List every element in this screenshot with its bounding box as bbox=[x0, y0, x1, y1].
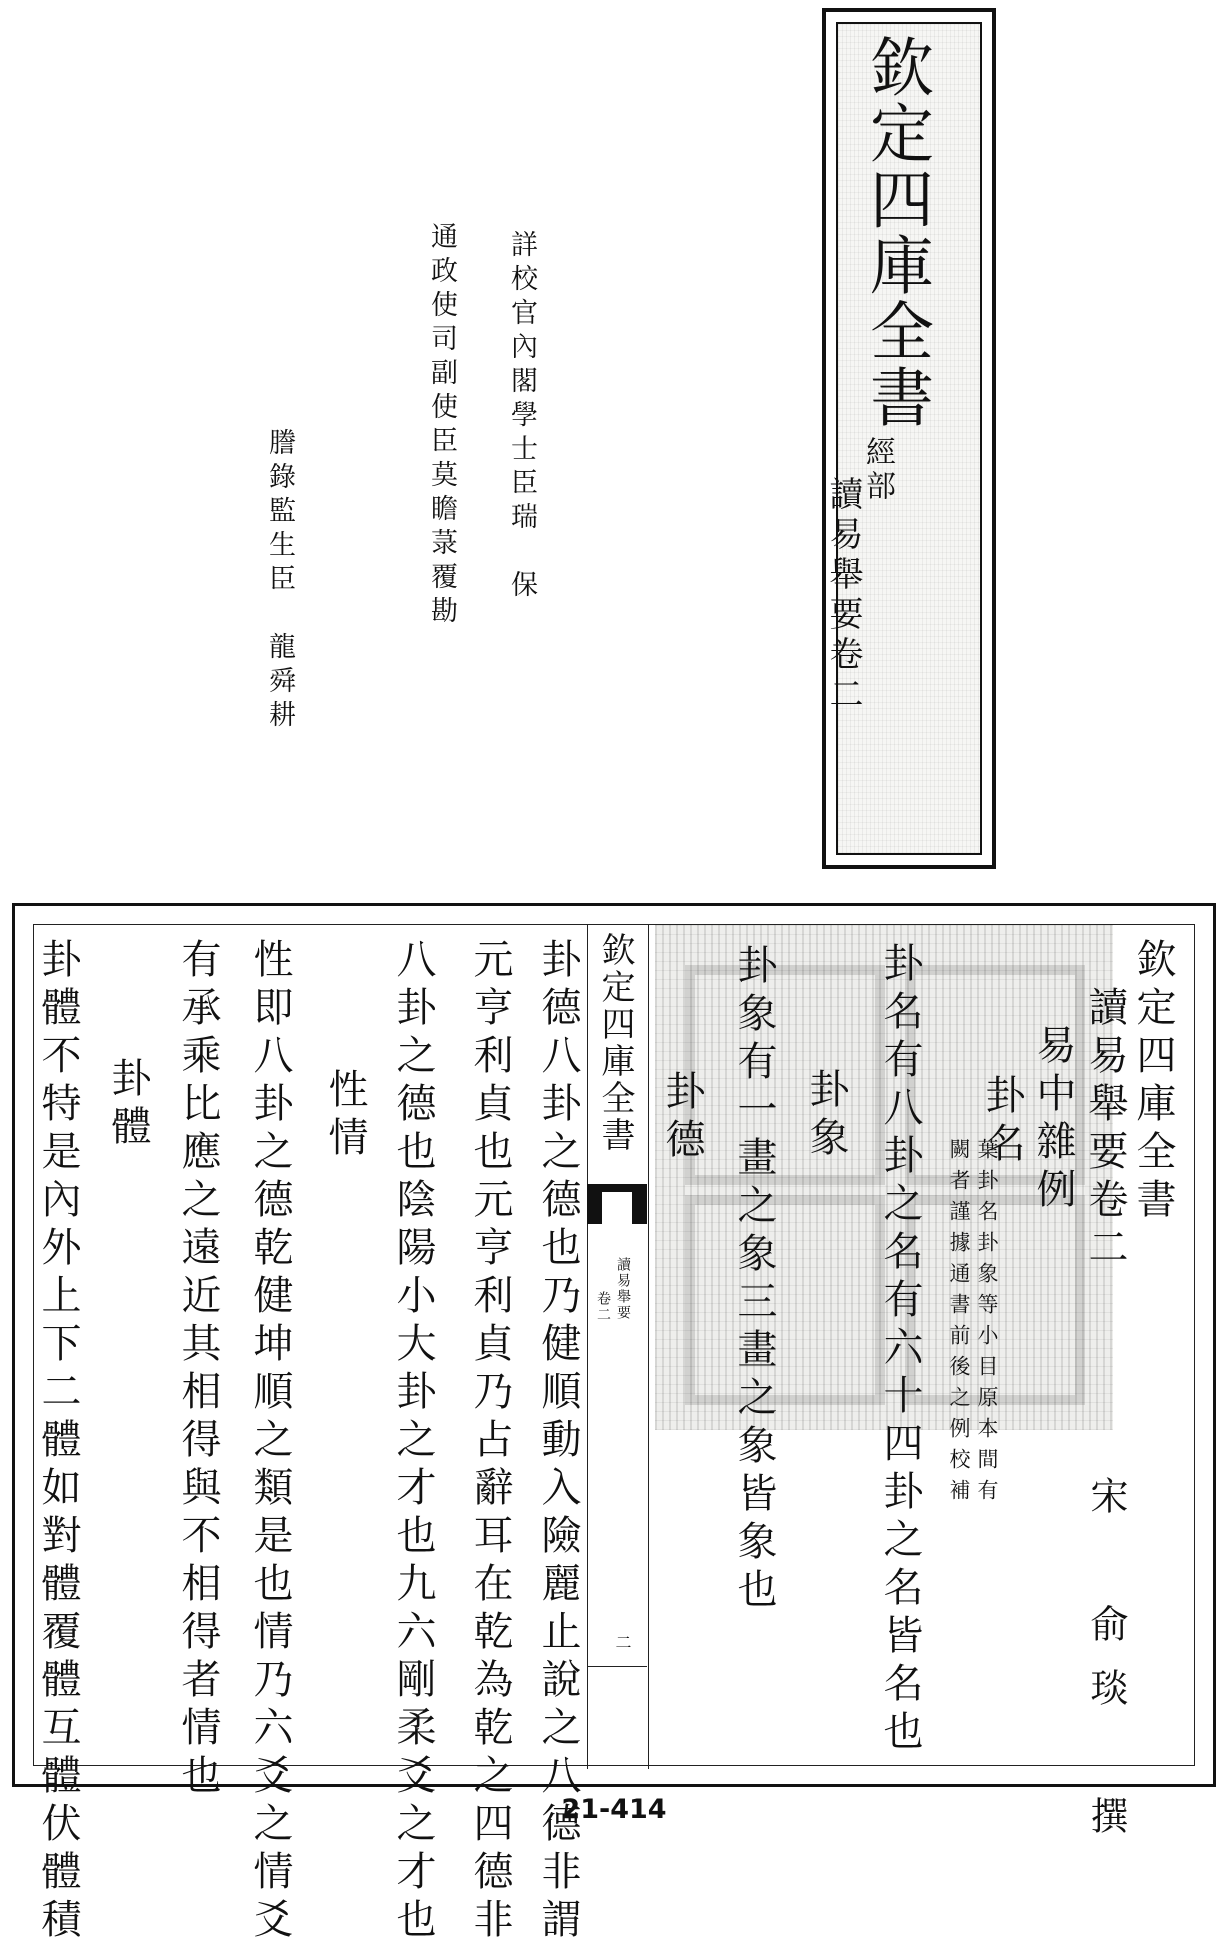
officer-line-reviewer: 通政使司副使臣莫瞻菉覆勘 bbox=[426, 222, 457, 630]
gutter-page-number: 二 bbox=[613, 1634, 632, 1650]
page-header: 欽定四庫全書 bbox=[1130, 938, 1176, 1226]
subheading-gua-xiang: 卦象 bbox=[803, 1068, 849, 1164]
officer-line-copyist: 謄錄監生臣 龍舜耕 bbox=[264, 428, 295, 734]
text-column: 八卦之德也陰陽小大卦之才也九六剛柔爻之才也 bbox=[390, 938, 436, 1946]
gutter-volume: 卷二 bbox=[595, 1291, 611, 1323]
officer-line-proofreader: 詳校官內閣學士臣瑞 保 bbox=[506, 230, 537, 604]
editorial-note-line2: 闕者謹據通書前後之例校補 bbox=[947, 1138, 971, 1510]
cover-title: 欽定四庫全書 bbox=[859, 34, 933, 430]
text-column: 性即八卦之德乾健坤順之類是也情乃六爻之情爻 bbox=[247, 938, 293, 1946]
subheading-gua-de: 卦德 bbox=[659, 1070, 705, 1166]
text-column: 卦體不特是內外上下二體如對體覆體互體伏體積 bbox=[35, 938, 81, 1946]
text-column: 卦德八卦之德也乃健順動入險麗止說之八德非謂 bbox=[535, 938, 581, 1946]
seal-border-block bbox=[685, 1195, 885, 1405]
section-heading: 易中雜例 bbox=[1030, 1024, 1076, 1216]
gutter-rule bbox=[587, 1666, 647, 1667]
fish-tail-mark bbox=[587, 1184, 647, 1224]
title-slip-frame bbox=[822, 8, 996, 869]
gutter-book-title: 讀易舉要 bbox=[615, 1257, 631, 1321]
author-line: 宋 俞琰 撰 bbox=[1084, 1476, 1128, 1860]
page-footer-number: 21-414 bbox=[561, 1794, 667, 1825]
title-slip-inner bbox=[823, 22, 982, 855]
text-column: 卦象有一畫之象三畫之象皆象也 bbox=[731, 944, 777, 1616]
editorial-note-line1: 葉卦名卦象等小目原本間有 bbox=[975, 1138, 999, 1510]
subheading-gua-ti: 卦體 bbox=[105, 1057, 151, 1153]
subheading-gua-ming: 卦名 bbox=[979, 1074, 1025, 1170]
gutter-title: 欽定四庫全書 bbox=[595, 932, 635, 1154]
seal-border-block bbox=[685, 965, 885, 1185]
text-column: 卦名有八卦之名有六十四卦之名皆名也 bbox=[877, 942, 923, 1758]
cover-section: 經部 bbox=[860, 436, 895, 504]
text-column: 元亨利貞也元亨利貞乃占辭耳在乾為乾之四德非 bbox=[467, 938, 513, 1946]
cover-volume-title: 讀易舉要卷二 bbox=[823, 476, 863, 716]
volume-heading: 讀易舉要卷二 bbox=[1082, 986, 1128, 1274]
subheading-xing-qing: 性情 bbox=[322, 1068, 368, 1164]
text-column: 有承乘比應之遠近其相得與不相得者情也 bbox=[175, 938, 221, 1802]
